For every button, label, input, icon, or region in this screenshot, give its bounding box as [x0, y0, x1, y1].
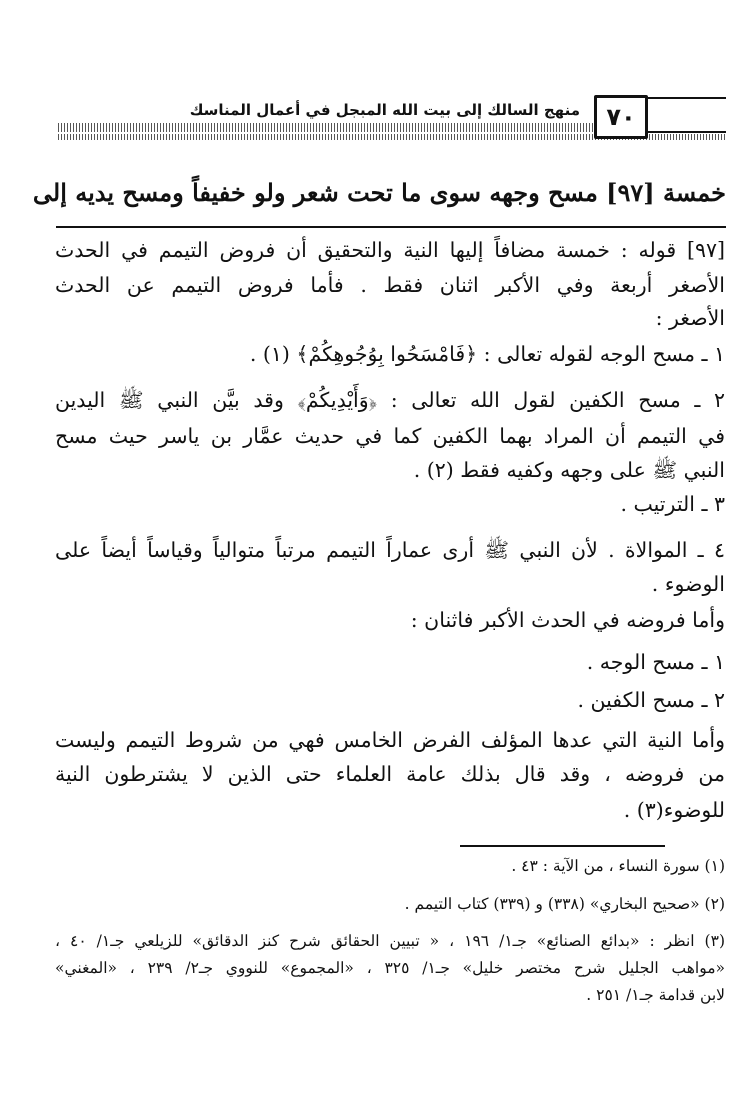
section-divider	[56, 226, 726, 228]
commentary-line: ٣ ـ الترتيب .	[620, 492, 725, 516]
commentary-line: الوضوء .	[651, 572, 725, 596]
commentary-line: وأما النية التي عدها المؤلف الفرض الخامس فهي من شروط التيمم وليست	[55, 728, 725, 752]
footnote: «مواهب الجليل شرح مختصر خليل» جـ١/ ٣٢٥ ، «المجموع» للنووي جـ٢/ ٢٣٩ ، «المغني»	[55, 959, 725, 977]
commentary-line: ١ ـ مسح الوجه .	[586, 650, 725, 674]
commentary-line: للوضوء(٣) .	[623, 798, 725, 822]
commentary-line: الأصغر :	[655, 306, 725, 330]
commentary-line: وأما فروضه في الحدث الأكبر فاثنان :	[410, 608, 725, 632]
commentary-line: من فروضه ، وقد قال بذلك عامة العلماء حتى الذين لا يشترطون النية	[55, 762, 725, 786]
footnote: (٣) انظر : «بدائع الصنائع» جـ١/ ١٩٦ ، « تبيين الحقائق شرح كنز الدقائق» للزيلعي جـ١/ ٤٠ ،	[55, 932, 725, 950]
matn-line: خمسة [٩٧] مسح وجهه سوى ما تحت شعر ولو خفيفاً ومسح يديه إلى	[32, 178, 726, 207]
commentary-line: ٤ ـ الموالاة . لأن النبي ﷺ أرى عماراً التيمم مرتباً متوالياً وقياساً أيضاً على	[55, 538, 725, 562]
footnote: لابن قدامة جـ١/ ٢٥١ .	[586, 986, 725, 1004]
header-hatch-rule	[58, 123, 638, 132]
footnote: (١) سورة النساء ، من الآية : ٤٣ .	[511, 857, 725, 875]
commentary-line: في التيمم أن المراد بهما الكفين كما في حديث عمَّار بن ياسر حيث مسح	[55, 424, 725, 448]
page-box-rule-top	[642, 97, 726, 99]
commentary-line: ٢ ـ مسح الكفين لقول الله تعالى : ﴿وَأَيْدِيكُمْ﴾ وقد بيَّن النبي ﷺ اليدين	[55, 388, 725, 412]
page-box-rule-bottom	[642, 131, 726, 133]
running-header-title: منهج السالك إلى بيت الله المبجل في أعمال المناسك	[189, 101, 580, 119]
commentary-line: ٢ ـ مسح الكفين .	[577, 688, 725, 712]
commentary-line: النبي ﷺ على وجهه وكفيه فقط (٢) .	[413, 458, 725, 482]
footnote: (٢) «صحيح البخاري» (٣٣٨) و (٣٣٩) كتاب التيمم .	[404, 895, 725, 913]
page-number: ٧٠	[594, 95, 648, 139]
footnote-separator	[460, 845, 665, 847]
commentary-line: [٩٧] قوله : خمسة مضافاً إليها النية والتحقيق أن فروض التيمم في الحدث	[55, 238, 725, 262]
commentary-line: ١ ـ مسح الوجه لقوله تعالى : ﴿فَامْسَحُوا بِوُجُوهِكُمْ﴾ (١) .	[249, 342, 725, 366]
commentary-line: الأصغر أربعة وفي الأكبر اثنان فقط . فأما فروض التيمم عن الحدث	[55, 273, 725, 297]
